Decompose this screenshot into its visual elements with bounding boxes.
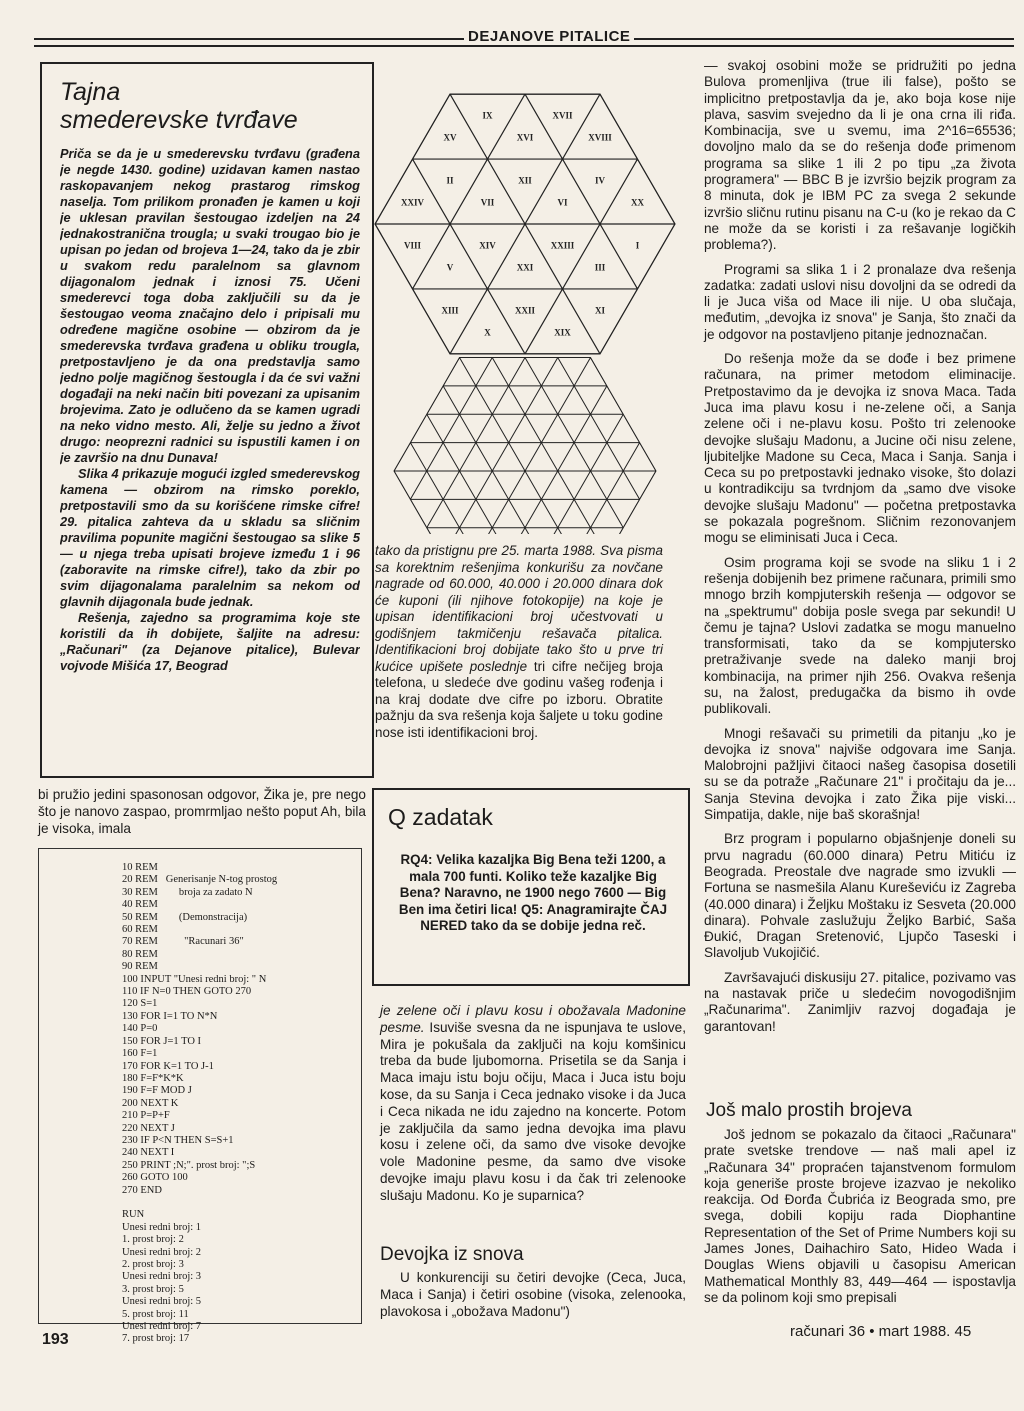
roman-numeral-label: II — [446, 175, 454, 186]
roman-numeral-label: XIII — [441, 305, 459, 316]
roman-numeral-label: XXIII — [550, 240, 575, 251]
section-header — [34, 28, 1014, 48]
devojka-heading: Devojka iz snova — [380, 1244, 524, 1265]
code-line: 70 REM "Racunari 36" — [122, 936, 244, 948]
puzzle-story-text — [380, 1003, 686, 1205]
column1-continuation: bi pružio jedini spasonosan odgovor, Žika je, pre nego što je nanovo zaspao, promrmljao nešto poput Ah, bila je visoka, imala — [38, 787, 366, 836]
code-line: 170 FOR K=1 TO J-1 — [122, 1060, 214, 1072]
code-line: 130 FOR I=1 TO N*N — [122, 1010, 218, 1022]
grid-line — [378, 102, 677, 534]
roman-numeral-label: XVII — [552, 110, 573, 121]
roman-numeral-label: III — [594, 262, 606, 273]
code-line: 20 REM Generisanje N-tog prostog — [122, 874, 278, 886]
code-line: Unesi redni broj: 7 — [122, 1321, 202, 1333]
code-line: 120 S=1 — [122, 998, 158, 1010]
code-line: 140 P=0 — [122, 1023, 158, 1035]
article-title-line2: smederevske tvrđave — [60, 106, 298, 134]
roman-numeral-label: I — [635, 240, 640, 251]
code-line: 2. prost broj: 3 — [122, 1259, 184, 1270]
code-line: Unesi redni broj: 5 — [122, 1296, 202, 1308]
q-task-title: Q zadatak — [388, 804, 493, 830]
grid-line — [372, 131, 677, 534]
right-paragraph: Brz program i popularno objašnjenje doneli su prvu nagradu (60.000 dinara) Petru Mitiću iz Beograda. Preostale dve nagrade smo izvukli — Fortuna se nasmešila Alanu Kureševiću iz Zagreba (40.000 dinara) i Željku Moštaku iz Sesveta (20.000 dinara). Pohvale zaslužuju Željko Barbić, Saša Đukić, Dragan Sretenović, Ljupčo Taseski i Slavoljub Vukojičić. — [704, 831, 1016, 961]
code-line: 190 F=F MOD J — [122, 1085, 192, 1097]
roman-numeral-label: XIV — [479, 240, 496, 251]
prime-text: Još jednom se pokazalo da čitaoci „Računara" prate svetske trendove — naš mali apel iz „Računara 34" propraćen tajanstvenom formulom koja generiše proste brojeve izazvao je nekoliko reakcija. Od Đorđa Čubrića iz Beograda smo, pre svega, dobili kopiju rada Diophantine Representation of the Set of Prime Numbers koji su James Jones, Daihachiro Sato, Hideo Wada i Douglas Wiens objavili u časopisu American Mathematical Monthly 83, 449—464 — ispostavlja se da polinom koji smo prepisali — [704, 1127, 1016, 1305]
roman-numeral-label: IX — [482, 110, 493, 121]
code-line: 160 F=1 — [122, 1048, 158, 1060]
code-line — [122, 1197, 277, 1209]
code-line: 200 NEXT K — [122, 1097, 179, 1109]
article-box-text — [60, 146, 360, 766]
page-number-left: 193 — [42, 1331, 69, 1348]
code-line: 40 REM — [122, 899, 158, 911]
roman-numeral-label: XIX — [554, 327, 571, 338]
code-line: 230 IF P<N THEN S=S+1 — [122, 1134, 234, 1146]
code-line: RUN — [122, 1209, 145, 1221]
code-line: 100 INPUT "Unesi redni broj: " N — [122, 973, 267, 985]
roman-numeral-label: VI — [557, 197, 568, 208]
section-title: DEJANOVE PITALICE — [464, 28, 634, 45]
grid-line — [372, 187, 623, 534]
prime-heading: Još malo prostih brojeva — [706, 1100, 912, 1121]
right-paragraph: Osim programa koji se svode na sliku 1 i 2 rešenja dobijenih bez primene računara, primili smo mnogo brzih kompjuterskih rešenja — odgovor se na „spektrumu" dobija posle svega par sekundi! U čemu je tajna? Uslovi zadatka se mogu manuelno transformisati, tako da se kompjutersko pretraživanje svede na daleko manji broj kombinacija, na primer njih 256. Ovakva rešenja su, na žalost, predugačka da bismo ih ovde publikovali. — [704, 554, 1016, 717]
code-listing — [122, 862, 277, 1346]
code-line: 1. prost broj: 2 — [122, 1234, 184, 1246]
code-line: 180 F=F*K*K — [122, 1072, 184, 1084]
right-column-text — [704, 58, 1016, 1043]
code-line: 260 GOTO 100 — [122, 1172, 188, 1184]
right-paragraph: Programi sa slika 1 i 2 pronalaze dva rešenja zadatka: zadati uslovi nisu dovoljni da se odredi da li je Juca viša od Mace ili nije. U oba slučaja, međutim, „devojka iz snova" je Sanja, što znači da je odgovor na postavljeno pitanje jednoznačan. — [704, 261, 1016, 342]
grid-line — [372, 74, 623, 534]
grid-line — [372, 88, 648, 534]
code-line: 210 P=P+F — [122, 1110, 170, 1122]
hexagon-outline — [394, 358, 656, 534]
code-line: 7. prost broj: 17 — [122, 1333, 190, 1345]
roman-numeral-label: XXIV — [400, 197, 425, 208]
q-task-text: RQ4: Velika kazaljka Big Bena teži 1200, a mala 700 funti. Koliko teže kazaljke Big Bena? Naravno, ne 1900 nego 7600 — Big Ben ima četiri lica! Q5: Anagramirajte ČAJ NERED tako da se dobije jedna reč. — [398, 852, 668, 933]
roman-numeral-label: XI — [594, 305, 606, 316]
hexagon-diagrams — [372, 64, 677, 534]
roman-numeral-label: VII — [480, 197, 495, 208]
code-line: 250 PRINT ;N;". prost broj: ";S — [122, 1159, 256, 1171]
code-line: 60 REM — [122, 924, 158, 936]
code-line: Unesi redni broj: 3 — [122, 1271, 202, 1283]
article-title-line1: Tajna — [60, 78, 121, 106]
code-line: 90 REM — [122, 961, 158, 973]
roman-numeral-label: IV — [594, 175, 606, 186]
devojka-text: U konkurenciji su četiri devojke (Ceca, Juca, Maca i Sanja) i četiri osobine (visoka, zelenooka, plavokosa i „obožava Madonu") — [380, 1270, 686, 1319]
code-line: Unesi redni broj: 1 — [122, 1221, 202, 1233]
code-line: 10 REM — [122, 862, 158, 873]
roman-numeral-label: VIII — [403, 240, 422, 251]
empty-hexagon-grid — [372, 74, 677, 534]
roman-numeral-label: XXII — [514, 305, 536, 316]
roman-numeral-label: XVIII — [588, 132, 612, 143]
puzzle-story-normal: Isuviše svesna da ne ispunjava te uslove, Mira je pokušala da zaključi na koju komšinicu treba da bude ljubomorna. Prisetila se da Sanja i Maca imaju istu boju očiju, Maca i Juca istu boju kose, da su Sanja i Ceca jednako visoke i da Juca i Ceca nikada ne idu zajedno na koncerte. Potom je zaključila da samo jedna devojka ima plavu kosu i zelene oči, da samo dve visoke devojke vole Madonine pesme, da samo dve visoke devojke imaju plavu kosu i da čak tri zelenooke slušaju Madonu. Ko je suparnica? — [380, 1019, 686, 1203]
roman-numeral-label: XX — [631, 197, 644, 208]
right-paragraph: Do rešenja može da se dođe i bez primene računara, na primer metodom eliminacije. Pretpostavimo da je devojka iz snova Maca. Tada Juca ima plavu kosu i ne-zelene oči, a Sanja zelene oči i ne-plavu kosu. Pošto tri zelenooke devojke slušaju Madonu, a Jucine oči nisu zelene, ljubiteljke Madone su Ceca, Maca i Sanja. Sanja i Ceca su po pretpostavki jednako visoke, što dolazi u kontradikciju sa tvrdnjom da „samo dve visoke devojke slušaju Madonu" — početna pretpostavka se pokazala pogrešnom. Sličnim rezonovanjem mogu se eliminisati Juca i Ceca. — [704, 351, 1016, 546]
article-title — [60, 78, 360, 134]
code-line: 110 IF N=0 THEN GOTO 270 — [122, 986, 252, 998]
puzzle-story-italic: je zelene oči i plavu kosu i obožavala Madonine pesme. — [380, 1003, 686, 1035]
page-footer: računari 36 • mart 1988. 45 — [790, 1323, 972, 1340]
contest-rules-text — [375, 543, 663, 741]
code-line: 3. prost broj: 5 — [122, 1283, 184, 1295]
roman-numeral-label: XV — [443, 132, 457, 143]
code-line: 150 FOR J=1 TO I — [122, 1035, 202, 1047]
box-paragraph: Priča se da je u smederevsku tvrđavu (građena je negde 1430. godine) uzidavan kamen nastao raskopavanjem nekog prastarog rimskog naselja. Tom prilikom pronađen je kamen u koji je uklesan pravilan šestougao izdeljen na 24 jednakostranična trougla; u svaki trougao bio je upisan po jedan od brojeva 1—24, tako da je zbir u svakom redu paralelnom sa glavnom dijagonalom jednak i iznosi 75. Učeni smederevci toga doba zaključili su da je šestougao veoma značajno delo i pripisali mu određene magične osobine — obzirom da je smederevska tvrđava građena u obliku trougla, pretpostavljeno je da ona predstavlja samo jedno polje magičnog šestougla i da će svi važni događaji na neki način biti povezani za upisanim brojevima. Zato je odlučeno da se kamen ugradi na neko vidno mesto. Ali, želje su jedno a život drugo: neoprezni radnici su ispustili kamen i on je završio na dnu Dunava! — [60, 146, 360, 465]
roman-numeral-label: V — [446, 262, 454, 273]
grid-line — [372, 131, 677, 534]
right-paragraph: Završavajući diskusiju 27. pitalice, pozivamo vas na nastavak priče u sledećim novogodišnjim „Računarima". Zanimljiv razvoj događaja je garantovan! — [704, 969, 1016, 1034]
roman-numeral-label: XII — [518, 175, 532, 186]
code-line: 240 NEXT I — [122, 1147, 175, 1159]
roman-numeral-label: XVI — [516, 132, 534, 143]
code-line: Unesi redni broj: 2 — [122, 1246, 202, 1258]
box-paragraph: Rešenja, zajedno sa programima koje ste koristili da ih dobijete, šaljite na adresu: „Računari" (za Dejanove pitalice), Bulevar vojvode Mišića 17, Beograd — [60, 610, 360, 673]
right-paragraph: — svakoj osobini može se pridružiti po jedna Bulova promenljiva (true ili false), pošto se implicitno pretpostavlja da je, ako boja kose nije plava, sasvim svejedno da li je ona crna ili riđa. Kombinacija, sve u svemu, ima 2^16=65536; dovoljno malo da se do rešenja dođe primenom programa sa slike 1 ili 2 po tipu „za života programera" — BBC B je izvršio bejzik program za 8 minuta, dok je IBM PC za svega 2 sekunde izvršio sličnu rutinu pisanu na C-u (ko je rekao da C ne može da se koristi i za rešavanje logičkih problema?). — [704, 58, 1016, 253]
roman-numeral-label: XXI — [516, 262, 534, 273]
contest-rules-normal: tri cifre nečijeg broja telefona, u sledeće dve godinu vašeg rođenja i na kraj dodate dve cifre po izboru. Obratite pažnju da sva rešenja koja šaljete u toku godine nose isti identifikacioni broj. — [375, 658, 664, 740]
code-line: 5. prost broj: 11 — [122, 1308, 189, 1320]
box-paragraph: Slika 4 prikazuje mogući izgled smederevskog kamena — obzirom na rimsko poreklo, pretpostavili smo da su korišćene rimske cifre! 29. pitalica zahteva da u skladu sa sličnim pravilima popunite magični šestougao sa slike 5 — u njega treba upisati brojeve između 1 i 96 (zaboravite na rimske cifre!), tako da zbir po svim dijagonalama paralelnim sa nekom od glavnih dijagonala bude jednak. — [60, 466, 360, 609]
code-line: 270 END — [122, 1184, 162, 1196]
contest-rules-italic: tako da pristignu pre 25. marta 1988. Sva pisma sa korektnim rešenjima konkurišu za novčane nagrade od 60.000, 40.000 i 20.000 dinara dok će kuponi (ili njihove fotokopije) na koje je upisan identifikacioni broj učestvovati u godišnjem takmičenju rešavača pitalica. Identifikacioni broj dobijate tako što u prve tri kućice upišete poslednje — [375, 543, 663, 674]
code-line: 80 REM — [122, 948, 158, 960]
code-line: 220 NEXT J — [122, 1122, 175, 1134]
grid-line — [427, 74, 677, 534]
code-line: 30 REM broja za zadato N — [122, 886, 253, 898]
code-line: 50 REM (Demonstracija) — [122, 911, 248, 923]
right-paragraph: Mnogi rešavači su primetili da pitanju „ko je devojka iz snova" najviše odgovara ime Sanja. Malobrojni pažljivi čitaoci našeg časopisa dosetili su se da potraže „Računare 21" i pročitaju da je... Sanja Stevina devojka i zato Žika pije viski... Simpatija, dakle, nije baš skorašnja! — [704, 725, 1016, 823]
roman-numeral-label: X — [484, 327, 491, 338]
